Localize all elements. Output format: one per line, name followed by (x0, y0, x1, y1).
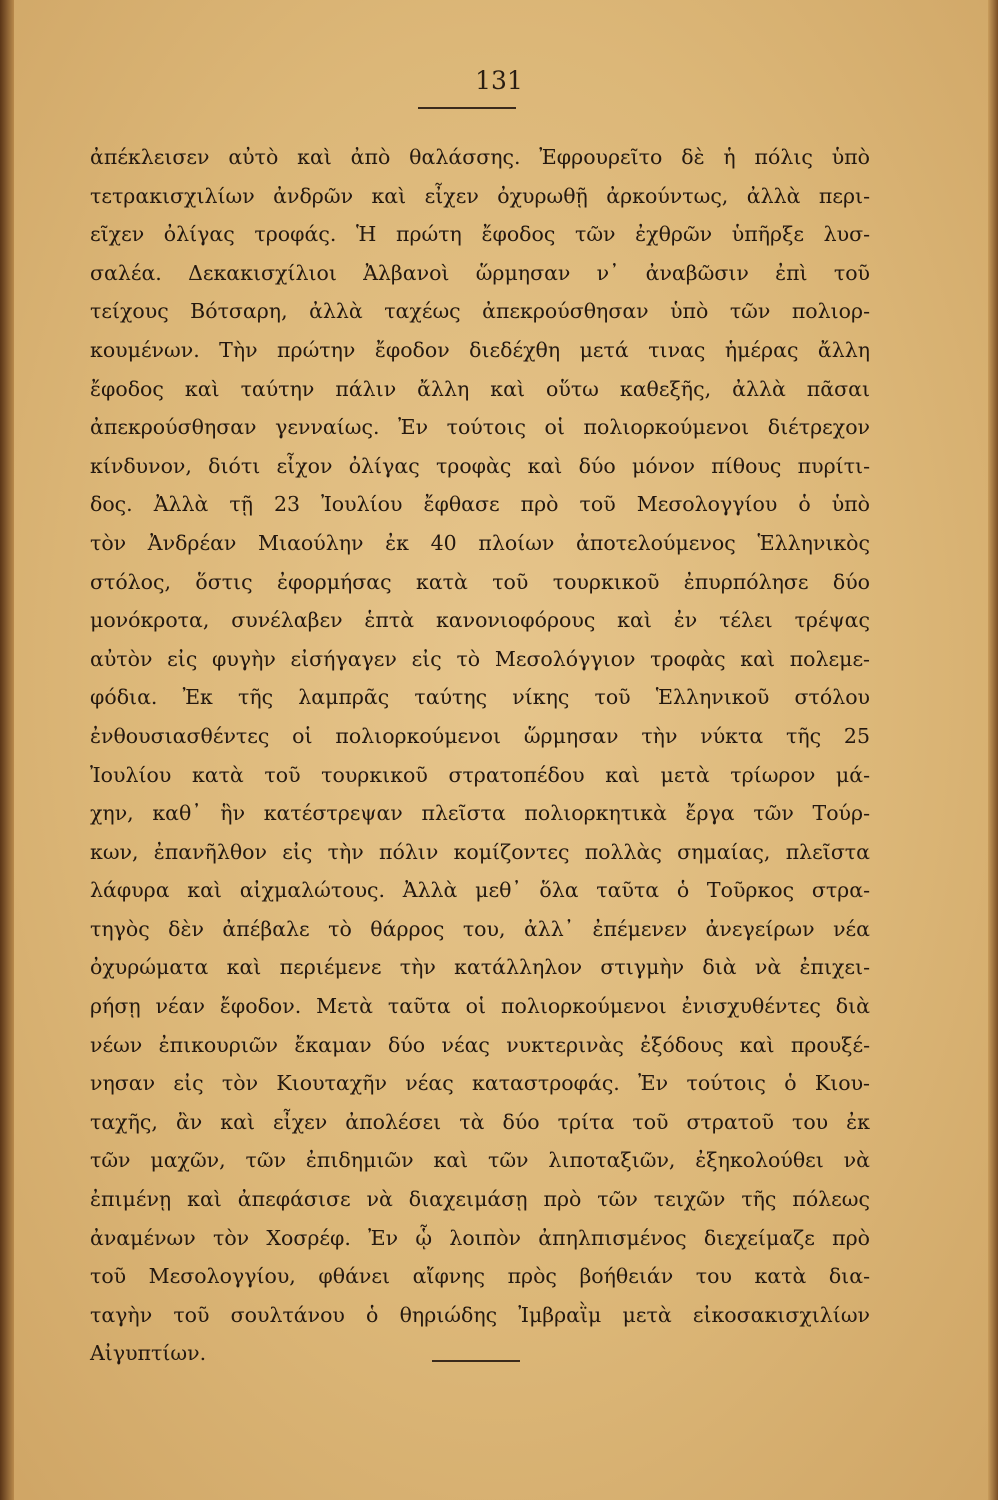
text-line: ἐνθουσιασθέντες οἱ πολιορκούμενοι ὥρμησαν τὴν νύκτα τῆς 25 (90, 723, 870, 748)
text-line: κίνδυνον, διότι εἶχον ὀλίγας τροφὰς καὶ δύο μόνον πίθους πυρίτι- (90, 453, 870, 478)
text-line: νέων ἐπικουριῶν ἔκαμαν δύο νέας νυκτερινὰς ἐξόδους καὶ προυξέ- (90, 1032, 870, 1057)
text-line: στόλος, ὅστις ἐφορμήσας κατὰ τοῦ τουρκικοῦ ἐπυρπόλησε δύο (90, 569, 870, 594)
text-line: ἀπέκλεισεν αὐτὸ καὶ ἀπὸ θαλάσσης. Ἐφρουρεῖτο δὲ ἡ πόλις ὑπὸ (90, 145, 870, 169)
text-line: σαλέα. Δεκακισχίλιοι Ἀλβανοὶ ὥρμησαν ν᾽ ἀναβῶσιν ἐπὶ τοῦ (90, 260, 870, 285)
text-line: τετρακισχιλίων ἀνδρῶν καὶ εἶχεν ὀχυρωθῇ ἀρκούντως, ἀλλὰ περι- (90, 183, 870, 208)
text-line: τείχους Βότσαρη, ἀλλὰ ταχέως ἀπεκρούσθησαν ὑπὸ τῶν πολιορ- (90, 299, 870, 324)
text-line: δος. Ἀλλὰ τῇ 23 Ἰουλίου ἔφθασε πρὸ τοῦ Μεσολογγίου ὁ ὑπὸ (90, 492, 870, 517)
page-right-edge (988, 0, 998, 1500)
text-line: τοῦ Μεσολογγίου, φθάνει αἴφνης πρὸς βοήθειάν του κατὰ δια- (90, 1264, 870, 1289)
text-line: λάφυρα καὶ αἰχμαλώτους. Ἀλλὰ μεθ᾽ ὅλα ταῦτα ὁ Τοῦρκος στρα- (90, 878, 870, 903)
text-line: χην, καθ᾽ ἣν κατέστρεψαν πλεῖστα πολιορκητικὰ ἔργα τῶν Τούρ- (90, 801, 870, 826)
text-line: αὐτὸν εἰς φυγὴν εἰσήγαγεν εἰς τὸ Μεσολόγγιον τροφὰς καὶ πολεμε- (90, 646, 870, 671)
text-line: τηγὸς δὲν ἀπέβαλε τὸ θάρρος του, ἀλλ᾽ ἐπέμενεν ἀνεγείρων νέα (90, 916, 870, 941)
header-rule (418, 107, 516, 109)
text-line: ἐπιμένῃ καὶ ἀπεφάσισε νὰ διαχειμάσῃ πρὸ τῶν τειχῶν τῆς πόλεως (90, 1187, 870, 1212)
text-line: Αἰγυπτίων. (90, 1341, 207, 1366)
text-line: νησαν εἰς τὸν Κιουταχῆν νέας καταστροφάς. Ἐν τούτοις ὁ Κιου- (90, 1071, 870, 1096)
page-number: 131 (475, 66, 523, 95)
text-line: ἔφοδος καὶ ταύτην πάλιν ἄλλη καὶ οὕτω καθεξῆς, ἀλλὰ πᾶσαι (90, 376, 870, 401)
text-line: ἀναμένων τὸν Χοσρέφ. Ἐν ᾧ λοιπὸν ἀπηλπισμένος διεχείμαζε πρὸ (90, 1225, 870, 1250)
text-line: εῖχεν ὀλίγας τροφάς. Ἡ πρώτη ἔφοδος τῶν ἐχθρῶν ὑπῆρξε λυσ- (90, 222, 870, 247)
text-line: Ἰουλίου κατὰ τοῦ τουρκικοῦ στρατοπέδου καὶ μετὰ τρίωρον μά- (90, 762, 870, 787)
text-line: κων, ἐπανῆλθον εἰς τὴν πόλιν κομίζοντες πολλὰς σημαίας, πλεῖστα (90, 839, 870, 864)
text-line: τὸν Ἀνδρέαν Μιαούλην ἐκ 40 πλοίων ἀποτελούμενος Ἑλληνικὸς (90, 530, 870, 555)
text-line: ὀχυρώματα καὶ περιέμενε τὴν κατάλληλον στιγμὴν διὰ νὰ ἐπιχει- (90, 955, 870, 980)
text-line: ἀπεκρούσθησαν γενναίως. Ἐν τούτοις οἱ πολιορκούμενοι διέτρεχον (90, 415, 870, 440)
page-left-edge (0, 0, 14, 1500)
body-text (90, 138, 870, 1373)
text-line: φόδια. Ἐκ τῆς λαμπρᾶς ταύτης νίκης τοῦ Ἑλληνικοῦ στόλου (90, 685, 870, 710)
text-line: ρήσῃ νέαν ἔφοδον. Μετὰ ταῦτα οἱ πολιορκούμενοι ἐνισχυθέντες διὰ (90, 994, 870, 1019)
text-line: ταχῆς, ἂν καὶ εἶχεν ἀπολέσει τὰ δύο τρίτα τοῦ στρατοῦ του ἐκ (90, 1109, 870, 1134)
text-line: τῶν μαχῶν, τῶν ἐπιδημιῶν καὶ τῶν λιποταξιῶν, ἐξηκολούθει νὰ (90, 1148, 870, 1173)
text-line: κουμένων. Τὴν πρώτην ἔφοδον διεδέχθη μετά τινας ἡμέρας ἄλλη (90, 337, 870, 362)
text-line: ταγὴν τοῦ σουλτάνου ὁ θηριώδης Ἰμβραῒμ μετὰ εἰκοσακισχιλίων (90, 1302, 870, 1327)
footer-rule (432, 1360, 520, 1362)
text-line: μονόκροτα, συνέλαβεν ἑπτὰ κανονιοφόρους καὶ ἐν τέλει τρέψας (90, 608, 870, 633)
